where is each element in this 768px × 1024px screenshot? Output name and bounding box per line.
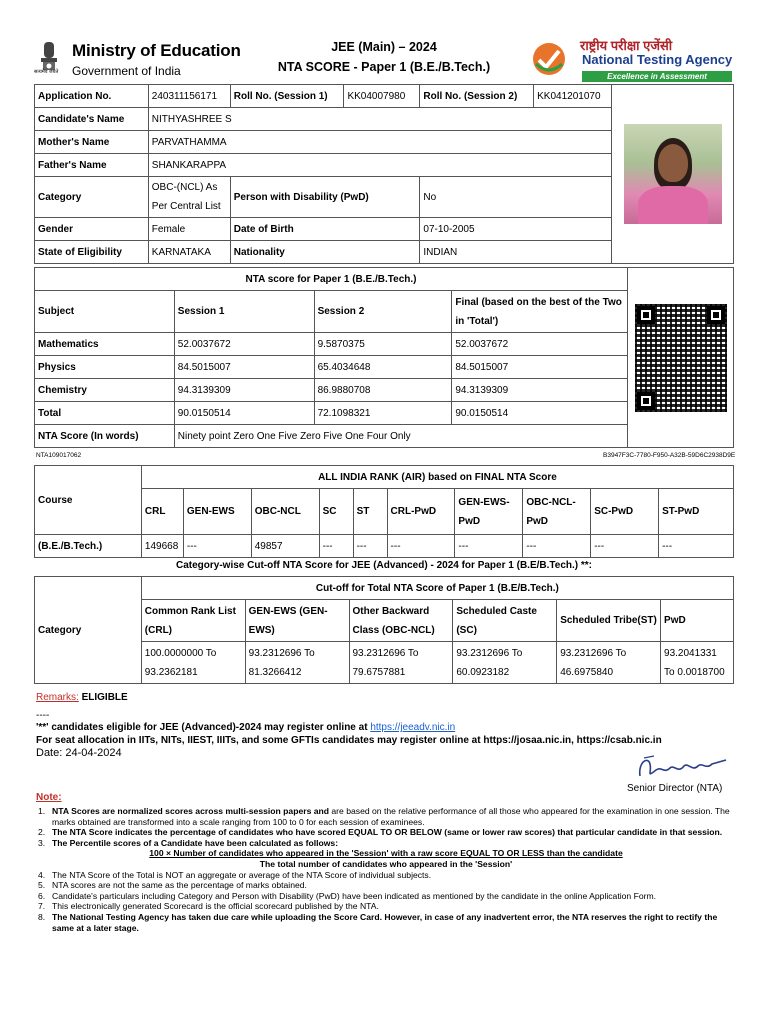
rank-value: --- bbox=[455, 535, 523, 558]
final-header-line2: in 'Total') bbox=[455, 315, 499, 327]
name-label: Candidate's Name bbox=[35, 108, 149, 131]
cutoff-category-label: Category bbox=[35, 577, 142, 684]
subject-name: Total bbox=[35, 402, 175, 425]
nta-english-name: National Testing Agency bbox=[582, 52, 733, 67]
words-value: Ninety point Zero One Five Zero Five One Four Only bbox=[174, 425, 627, 448]
signature-icon bbox=[634, 752, 730, 782]
ministry-block bbox=[34, 38, 264, 82]
note-5-text: NTA scores are not the same as the percentage of marks obtained. bbox=[52, 880, 307, 891]
cutoff-obc-line1: 93.2312696 To bbox=[352, 647, 419, 659]
rank-value: 49857 bbox=[251, 535, 319, 558]
session2-score: 65.4034648 bbox=[314, 356, 452, 379]
category-label: Category bbox=[35, 177, 149, 218]
roll2-value: KK041201070 bbox=[534, 85, 612, 108]
course-label: Course bbox=[35, 466, 142, 535]
cutoff-subtitle: Cut-off for Total NTA Score of Paper 1 (B.E/B.Tech.) bbox=[141, 577, 733, 600]
scorecard-id-right: B3947F3C-7780-F950-A32B-59D6C2938D9E bbox=[603, 452, 736, 459]
subject-name: Chemistry bbox=[35, 379, 175, 402]
session1-score: 52.0037672 bbox=[174, 333, 314, 356]
nta-score-table bbox=[34, 267, 734, 448]
nta-logo-icon bbox=[532, 42, 566, 76]
state-value: KARNATAKA bbox=[148, 241, 230, 264]
formula-numerator-text: 100 × Number of candidates who appeared in the 'Session' with a raw score EQUAL TO OR LESS than the candidate bbox=[149, 848, 623, 859]
cutoff-heading: Category-wise Cut-off NTA Score for JEE (Advanced) - 2024 for Paper 1 (B.E/B.Tech.) **: bbox=[175, 560, 592, 571]
session1-score: 84.5015007 bbox=[174, 356, 314, 379]
rank-header: SC bbox=[319, 489, 353, 535]
cutoff-header-crl bbox=[141, 600, 245, 642]
roll1-label: Roll No. (Session 1) bbox=[230, 85, 344, 108]
father-value: SHANKARAPPA bbox=[148, 154, 611, 177]
final-header-line1: Final (based on the best of the Two bbox=[455, 296, 622, 308]
cutoff-header-pwd: PwD bbox=[661, 600, 734, 642]
cutoff-table bbox=[34, 576, 734, 684]
rank-header: ST bbox=[353, 489, 387, 535]
subject-name: Mathematics bbox=[35, 333, 175, 356]
category-line1: OBC-(NCL) As bbox=[151, 182, 218, 193]
roll2-label: Roll No. (Session 2) bbox=[420, 85, 534, 108]
cutoff-header-obc-line1: Other Backward bbox=[352, 605, 430, 617]
formula-numerator bbox=[36, 848, 736, 859]
gender-label: Gender bbox=[35, 218, 149, 241]
cutoff-pwd bbox=[661, 642, 734, 684]
cutoff-header-st: Scheduled Tribe(ST) bbox=[557, 600, 661, 642]
gender-value: Female bbox=[148, 218, 230, 241]
rank-table bbox=[34, 465, 734, 558]
cutoff-header-obc bbox=[349, 600, 453, 642]
exam-title: JEE (Main) – 2024 bbox=[331, 40, 437, 54]
seat-allocation-info: For seat allocation in IITs, NITs, IIEST, IIITs, and some GFTIs candidates may register online at https://josaa.nic.in, https://csab.nic.in bbox=[36, 735, 662, 746]
nta-logo-block bbox=[532, 36, 734, 84]
session1-score: 94.3139309 bbox=[174, 379, 314, 402]
cutoff-header-sc: Scheduled Caste (SC) bbox=[453, 600, 557, 642]
subject-header: Subject bbox=[35, 291, 175, 333]
nationality-value: INDIAN bbox=[420, 241, 612, 264]
remarks bbox=[36, 692, 128, 703]
rank-value: --- bbox=[387, 535, 455, 558]
list-item: 3. The Percentile scores of a Candidate have been calculated as follows: bbox=[38, 837, 339, 848]
subject-name: Physics bbox=[35, 356, 175, 379]
director-title: Senior Director (NTA) bbox=[627, 783, 723, 794]
cutoff-st bbox=[557, 642, 661, 684]
exam-title-block bbox=[264, 40, 504, 74]
rank-header: GEN-EWS- PwD bbox=[455, 489, 523, 535]
roll1-value: KK04007980 bbox=[344, 85, 420, 108]
cutoff-header-gen-ews: GEN-EWS (GEN-EWS) bbox=[245, 600, 349, 642]
dob-label: Date of Birth bbox=[230, 218, 420, 241]
table-row bbox=[35, 535, 734, 558]
rank-value: --- bbox=[183, 535, 251, 558]
list-item: 4. The NTA Score of the Total is NOT an aggregate or average of the NTA Score of individual subjects. bbox=[38, 869, 432, 880]
list-item: 6. Candidate's particulars including Category and Person with Disability (PwD) have been indicated as mentioned by the candidate in the online Application Form. bbox=[38, 890, 657, 901]
dob-value: 07-10-2005 bbox=[420, 218, 612, 241]
note-1-text: are based on the relative performance of all those who appeared for the examination in one session. The marks obtained are transformed into a scale ranging from 100 to 0 for each session of examinees. bbox=[52, 806, 730, 827]
session2-score: 86.9880708 bbox=[314, 379, 452, 402]
words-label: NTA Score (In words) bbox=[35, 425, 175, 448]
list-item: 1. NTA Scores are normalized scores across multi-session papers and are based on the relative performance of all those who appeared for the examination in one session. The marks obtained are transformed into a scale ranging from 100 to 0 for each session of examinees. bbox=[38, 806, 730, 827]
cutoff-pwd-line2: To 0.0018700 bbox=[664, 666, 725, 678]
remarks-label: Remarks: bbox=[36, 692, 79, 703]
note-4-text: The NTA Score of the Total is NOT an aggregate or average of the NTA Score of individual subjects. bbox=[52, 869, 432, 880]
ministry-title: Ministry of Education bbox=[72, 41, 241, 60]
note-1-bold: NTA Scores are normalized scores across multi-session papers and bbox=[52, 806, 330, 816]
final-score: 84.5015007 bbox=[452, 356, 628, 379]
state-label: State of Eligibility bbox=[35, 241, 149, 264]
cutoff-gen-line2: 81.3266412 bbox=[248, 666, 302, 678]
cutoff-gen-line1: 93.2312696 To bbox=[248, 647, 315, 659]
session1-header: Session 1 bbox=[174, 291, 314, 333]
candidate-photo bbox=[624, 124, 722, 224]
list-item: 2. The NTA Score indicates the percentage of candidates who have scored EQUAL TO OR BELOW (same or lower raw scores) that particular candidate in that session. bbox=[38, 827, 723, 838]
rank-value: --- bbox=[591, 535, 659, 558]
candidate-info-table bbox=[34, 84, 734, 264]
nta-hindi-name: राष्ट्रीय परीक्षा एजेंसी bbox=[580, 38, 673, 53]
final-score: 94.3139309 bbox=[452, 379, 628, 402]
cutoff-crl bbox=[141, 642, 245, 684]
list-item: 8. The National Testing Agency has taken due care while uploading the Score Card. However, in case of any inadvertent error, the NTA reserves the right to rectify the same at a later stage. bbox=[38, 911, 718, 933]
session2-score: 72.1098321 bbox=[314, 402, 452, 425]
final-score: 90.0150514 bbox=[452, 402, 628, 425]
application-label: Application No. bbox=[35, 85, 149, 108]
jee-advanced-link[interactable]: https://jeeadv.nic.in bbox=[370, 722, 456, 733]
session2-header: Session 2 bbox=[314, 291, 452, 333]
nationality-label: Nationality bbox=[230, 241, 420, 264]
rank-value: 149668 bbox=[141, 535, 183, 558]
rank-header: CRL-PwD bbox=[387, 489, 455, 535]
name-value: NITHYASHREE S bbox=[148, 108, 611, 131]
course-value: (B.E./B.Tech.) bbox=[35, 535, 142, 558]
note-2-text: The NTA Score indicates the percentage of candidates who have scored EQUAL TO OR BELOW (same or lower raw scores) that particular candidate in that session. bbox=[52, 827, 723, 838]
cutoff-sc bbox=[453, 642, 557, 684]
mother-value: PARVATHAMMA bbox=[148, 131, 611, 154]
final-header bbox=[452, 291, 628, 333]
jee-advanced-text: '**' candidates eligible for JEE (Advanced)-2024 may register online at bbox=[36, 722, 371, 733]
pwd-value: No bbox=[420, 177, 612, 218]
cutoff-header-obc-line2: Class (OBC-NCL) bbox=[352, 624, 435, 636]
father-label: Father's Name bbox=[35, 154, 149, 177]
ministry-subtitle: Government of India bbox=[72, 64, 181, 78]
cutoff-crl-line2: 93.2362181 bbox=[144, 666, 198, 678]
rank-header: SC-PwD bbox=[591, 489, 659, 535]
issue-date: Date: 24-04-2024 bbox=[36, 747, 122, 759]
cutoff-sc-line1: 93.2312696 To bbox=[456, 647, 523, 659]
remarks-dash: ---- bbox=[36, 710, 50, 721]
application-value: 240311156171 bbox=[148, 85, 230, 108]
list-item: 7. This electronically generated Scorecard is the official scorecard published by the NTA. bbox=[38, 901, 379, 912]
rank-table-title: ALL INDIA RANK (AIR) based on FINAL NTA Score bbox=[141, 466, 733, 489]
rank-value: --- bbox=[523, 535, 591, 558]
mother-label: Mother's Name bbox=[35, 131, 149, 154]
rank-header: OBC-NCL bbox=[251, 489, 319, 535]
notes-list bbox=[36, 806, 736, 933]
note-7-text: This electronically generated Scorecard is the official scorecard published by the NTA. bbox=[52, 901, 379, 912]
note-3-text: The Percentile scores of a Candidate have been calculated as follows: bbox=[52, 837, 339, 848]
cutoff-st-line1: 93.2312696 To bbox=[560, 647, 627, 659]
note-heading: Note: bbox=[36, 792, 62, 803]
list-item: 5. NTA scores are not the same as the percentage of marks obtained. bbox=[38, 880, 307, 891]
rank-header: ST-PwD bbox=[659, 489, 734, 535]
cutoff-obc bbox=[349, 642, 453, 684]
cutoff-sc-line2: 60.0923182 bbox=[456, 666, 510, 678]
rank-header: GEN-EWS bbox=[183, 489, 251, 535]
cutoff-crl-line1: 100.0000000 To bbox=[144, 647, 217, 659]
rank-value: --- bbox=[353, 535, 387, 558]
rank-value: --- bbox=[659, 535, 734, 558]
cutoff-st-line2: 46.6975840 bbox=[560, 666, 614, 678]
category-line2: Per Central List bbox=[151, 201, 221, 212]
score-title: NTA SCORE - Paper 1 (B.E./B.Tech.) bbox=[277, 60, 491, 74]
rank-header: OBC-NCL- PwD bbox=[523, 489, 591, 535]
pwd-label: Person with Disability (PwD) bbox=[230, 177, 420, 218]
session1-score: 90.0150514 bbox=[174, 402, 314, 425]
nta-tagline: Excellence in Assessment bbox=[582, 71, 732, 82]
formula-denominator bbox=[36, 859, 736, 870]
remarks-value: ELIGIBLE bbox=[81, 692, 128, 703]
scorecard-id-left: NTA109017062 bbox=[36, 452, 82, 459]
rank-header: CRL bbox=[141, 489, 183, 535]
cutoff-header-crl-line2: (CRL) bbox=[144, 624, 173, 636]
cutoff-gen-ews bbox=[245, 642, 349, 684]
emblem-caption: सत्यमेव जयते bbox=[34, 69, 59, 75]
category-value bbox=[148, 177, 230, 218]
qr-code-icon bbox=[635, 304, 727, 412]
note-6-text: Candidate's particulars including Category and Person with Disability (PwD) have been indicated as mentioned by the candidate in the online Application Form. bbox=[52, 890, 657, 901]
formula-denominator-text: The total number of candidates who appeared in the 'Session' bbox=[259, 858, 513, 869]
jee-advanced-info bbox=[36, 722, 455, 733]
final-score: 52.0037672 bbox=[452, 333, 628, 356]
cutoff-pwd-line1: 93.2041331 bbox=[664, 647, 717, 659]
rank-value: --- bbox=[319, 535, 353, 558]
score-table-title: NTA score for Paper 1 (B.E./B.Tech.) bbox=[35, 268, 628, 291]
cutoff-obc-line2: 79.6757881 bbox=[352, 666, 406, 678]
note-8-text: The National Testing Agency has taken due care while uploading the Score Card. However, in case of any inadvertent error, the NTA reserves the right to rectify the same at a later stage. bbox=[52, 911, 718, 933]
cutoff-header-crl-line1: Common Rank List bbox=[144, 605, 236, 617]
header bbox=[34, 36, 734, 84]
qr-cell bbox=[628, 268, 734, 448]
session2-score: 9.5870375 bbox=[314, 333, 452, 356]
photo-cell bbox=[612, 85, 734, 264]
